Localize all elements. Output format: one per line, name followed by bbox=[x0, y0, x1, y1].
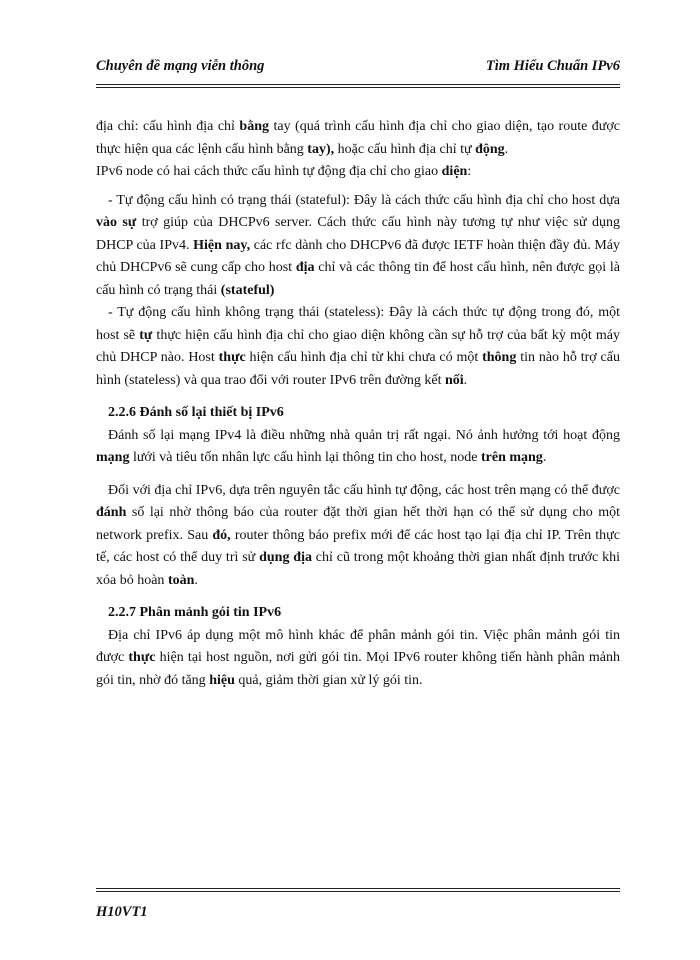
page-footer: H10VT1 bbox=[96, 904, 148, 920]
header-right-title: Tìm Hiểu Chuẩn IPv6 bbox=[485, 58, 620, 74]
section-heading-2-2-6: 2.2.6 Đánh số lại thiết bị IPv6 bbox=[108, 405, 284, 420]
header-left-title: Chuyên đề mạng viễn thông bbox=[96, 58, 265, 74]
paragraph-fragmentation: Địa chỉ IPv6 áp dụng một mô hình khác để phân mảnh gói tin. Việc phân mảnh gói tin được thực hiện tại host nguồn, nơi gửi gói tin. Mọi IPv6 router không tiến hành phân mảnh gói tin, nhờ đó tăng hiệu quả, giảm thời gian xử lý gói tin. bbox=[96, 627, 620, 688]
paragraph-2: IPv6 node có hai cách thức cấu hình tự động địa chỉ cho giao diện: bbox=[96, 164, 472, 179]
page-header bbox=[96, 58, 620, 82]
footer-rule bbox=[96, 888, 620, 892]
page-content bbox=[96, 116, 620, 692]
header-rule bbox=[96, 84, 620, 88]
paragraph-stateless: - Tự động cấu hình không trạng thái (stateless): Đây là cách thức tự động trong đó, một host sẽ tự thực hiện cấu hình địa chỉ cho giao diện không cần sự hỗ trợ của bất kỳ một máy chủ DHCP nào. Host thực hiện cấu hình địa chỉ từ khi chưa có một thông tin nào hỗ trợ cấu hình (stateless) và qua trao đổi với router IPv6 trên đường kết nối. bbox=[96, 305, 621, 388]
paragraph-1: địa chỉ: cấu hình địa chỉ bằng tay (quá trình cấu hình địa chỉ cho giao diện, tạo route được thực hiện qua các lệnh cấu hình bằng tay), hoặc cấu hình địa chỉ tự động. bbox=[96, 119, 620, 157]
paragraph-renumber-ipv6: Đối với địa chỉ IPv6, dựa trên nguyên tắc cấu hình tự động, các host trên mạng có thể được đánh số lại nhờ thông báo của router đặt thời gian hết thời hạn có thể sử dụng cho một network prefix. Sau đó, router thông báo prefix mới để các host tạo lại địa chỉ IP. Trên thực tế, các host có thể duy trì sử dụng địa chỉ cũ trong một khoảng thời gian nhất định trước khi xóa bỏ hoàn toàn. bbox=[96, 482, 620, 588]
paragraph-stateful: - Tự động cấu hình có trạng thái (stateful): Đây là cách thức cấu hình địa chỉ cho host dựa vào sự trợ giúp của DHCPv6 server. Cách thức cấu hình này tương tự như việc sử dụng DHCP của IPv4. Hiện nay, các rfc dành cho DHCPv6 đã được IETF hoàn thiện đầy đủ. Máy chủ DHCPv6 sẽ cung cấp cho host địa chỉ và các thông tin để host cấu hình, nên được gọi là cấu hình có trạng thái (stateful) bbox=[96, 192, 620, 298]
paragraph-renumber-ipv4: Đánh số lại mạng IPv4 là điều những nhà quản trị rất ngại. Nó ảnh hưởng tới hoạt động mạng lưới và tiêu tốn nhân lực cấu hình lại thông tin cho host, node trên mạng. bbox=[96, 427, 620, 465]
section-heading-2-2-7: 2.2.7 Phân mảnh gói tin IPv6 bbox=[108, 605, 282, 620]
